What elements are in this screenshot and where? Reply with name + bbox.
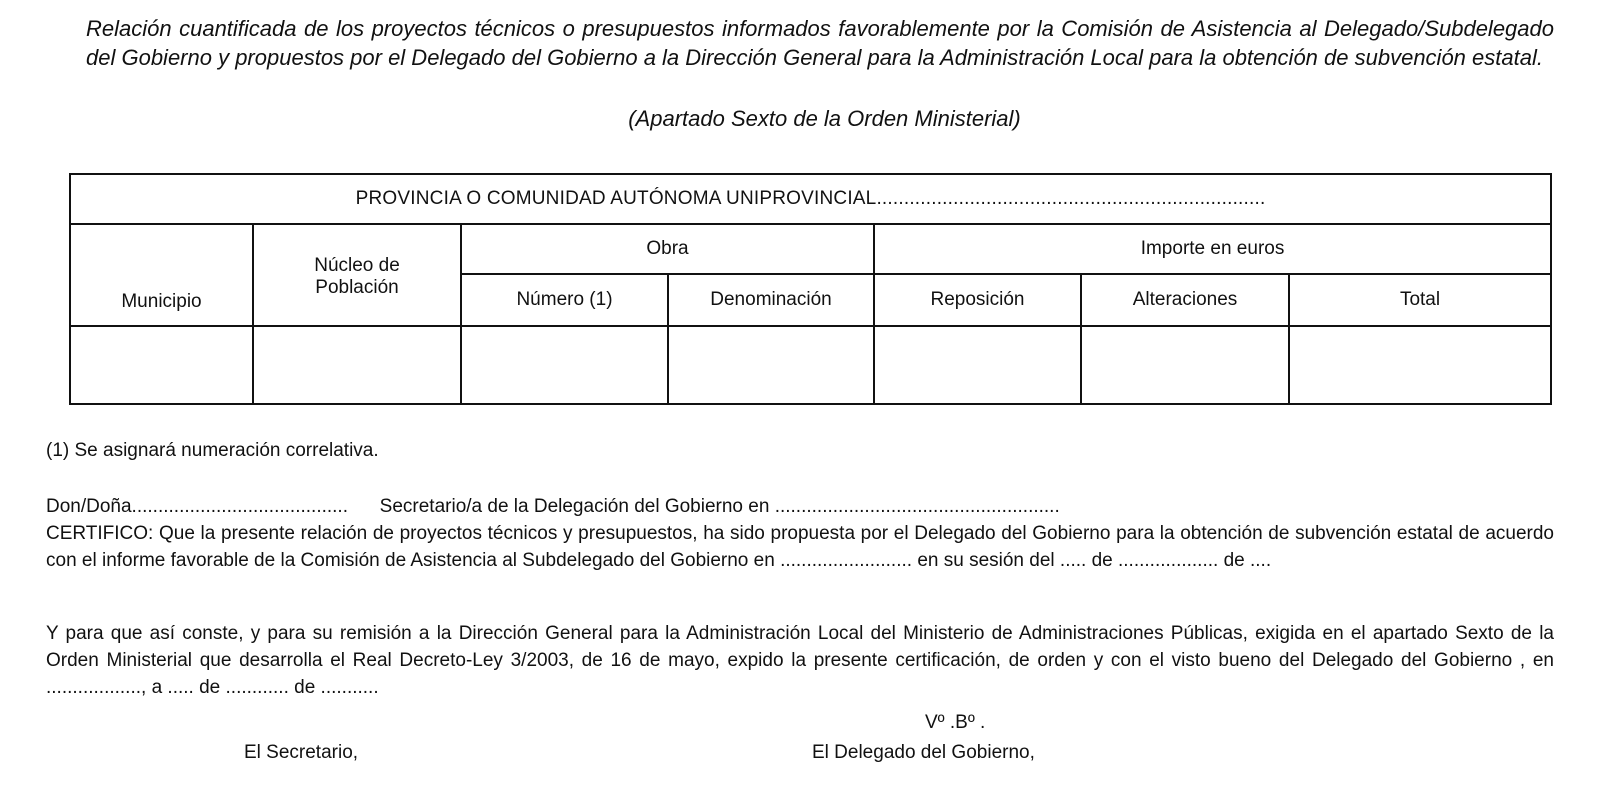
certifico-paragraph: CERTIFICO: Que la presente relación de proyectos técnicos y presupuestos, ha sido propuesta por el Delegado del Gobierno para la obtención de subvención estatal de acuerdo con el informe favorable de la Comisión de Asistencia al Subdelegado del Gobierno en ......................... en su sesión del ..... de ................... de .... [46,523,1554,571]
col-nucleo-line2: Población [315,277,399,298]
col-nucleo-line1: Núcleo de [314,255,400,276]
document-subtitle [0,104,1609,133]
cell-reposicion [874,326,1081,404]
signature-delegado: El Delegado del Gobierno, [812,742,1035,763]
col-reposicion: Reposición [874,274,1081,326]
projects-table [69,173,1552,405]
cell-municipio [70,326,253,404]
header-row-groups [70,224,1551,274]
province-label: PROVINCIA O COMUNIDAD AUTÓNOMA UNIPROVINCIAL....................................................................... [70,174,1551,224]
col-municipio [70,224,253,326]
cell-numero [461,326,668,404]
col-alteraciones: Alteraciones [1081,274,1289,326]
col-denominacion: Denominación [668,274,874,326]
province-row [70,174,1551,224]
cell-alteraciones [1081,326,1289,404]
col-total: Total [1289,274,1551,326]
don-dona-line: Don/Doña......................................... Secretario/a de la Delegación del Gobierno en ...................................................... [46,496,1060,517]
cell-nucleo [253,326,461,404]
cell-total [1289,326,1551,404]
col-nucleo [253,224,461,326]
footnote: (1) Se asignará numeración correlativa. [46,440,379,461]
subtitle-text: (Apartado Sexto de la Orden Ministerial) [628,106,1021,131]
visto-bueno: Vº .Bº . [925,712,986,733]
final-paragraph: Y para que así conste, y para su remisión a la Dirección General para la Administración Local del Ministerio de Administraciones Públicas, exigida en el apartado Sexto de la Orden Ministerial que desarrolla el Real Decreto-Ley 3/2003, de 16 de mayo, expido la presente certificación, de orden y con el visto bueno del Delegado del Gobierno , en .................., a ..... de ............ de ........... [46,623,1554,698]
col-municipio-label: Municipio [121,291,202,312]
table-row [70,326,1551,404]
signature-secretario: El Secretario, [244,742,359,763]
group-obra: Obra [461,224,874,274]
document-title: Relación cuantificada de los proyectos técnicos o presupuestos informados favorablemente por la Comisión de Asistencia al Delegado/Subdelegado del Gobierno y propuestos por el Delegado del Gobierno a la Dirección General para la Administración Local para la obtención de subvención estatal. [86,16,1554,70]
col-numero: Número (1) [461,274,668,326]
group-importe: Importe en euros [874,224,1551,274]
cell-denominacion [668,326,874,404]
certificate-block [46,493,1554,574]
